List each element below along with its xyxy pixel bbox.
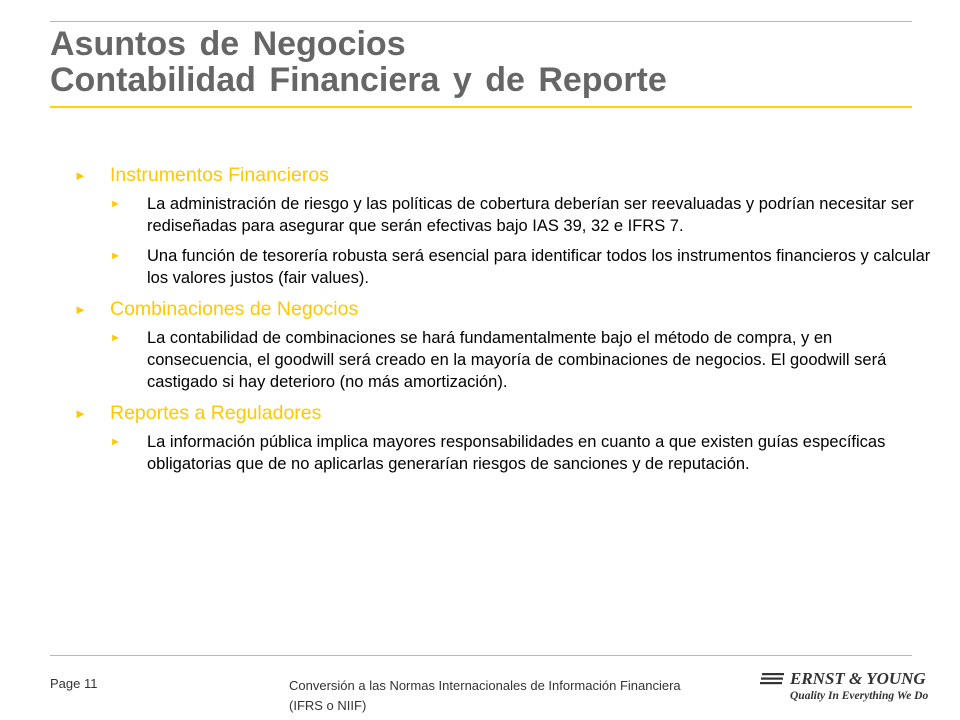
section-heading [74, 163, 944, 187]
title-line-1: Asuntos de Negocios [50, 25, 406, 63]
section-financial-instruments [74, 163, 944, 289]
section-business-combinations [74, 297, 944, 393]
company-logo [760, 669, 929, 709]
footer-divider [50, 655, 912, 656]
list-item [110, 245, 931, 289]
list-item [110, 431, 931, 475]
logo-mark-icon [760, 672, 786, 686]
section-heading [74, 401, 944, 425]
bullet-arrow-icon: ► [110, 198, 121, 210]
list-item [110, 193, 931, 237]
bullet-arrow-icon: ► [110, 250, 121, 262]
bullet-arrow-icon: ► [74, 168, 87, 183]
bullet-arrow-icon: ► [110, 332, 121, 344]
section-heading-text: Combinaciones de Negocios [110, 298, 359, 320]
section-regulatory-reporting [74, 401, 944, 475]
list-item-text: Una función de tesorería robusta será esencial para identificar todos los instrumentos financieros y calcular los valores justos (fair values). [147, 247, 931, 287]
bullet-arrow-icon: ► [110, 436, 121, 448]
list-item [110, 327, 931, 393]
slide-content [74, 163, 944, 483]
page-number: Page 11 [50, 676, 98, 691]
logo-name: ERNST & YOUNG [790, 669, 926, 688]
list-item-text: La contabilidad de combinaciones se hará fundamentalmente bajo el método de compra, y en consecuencia, el goodwill será creado en la mayoría de combinaciones de negocios. El goodwill será castigado si hay deterioro (no más amortización). [147, 329, 887, 391]
footer-description: Conversión a las Normas Internacionales de Información Financiera (IFRS o NIIF) [289, 678, 681, 713]
list-item-text: La administración de riesgo y las políticas de cobertura deberían ser reevaluadas y podrían necesitar ser rediseñadas para asegurar que serán efectivas bajo IAS 39, 32 e IFRS 7. [147, 195, 914, 235]
page-title [50, 26, 920, 98]
section-heading-text: Instrumentos Financieros [110, 164, 329, 186]
title-line-2: Contabilidad Financiera y de Reporte [50, 61, 667, 99]
section-heading-text: Reportes a Reguladores [110, 402, 322, 424]
bullet-arrow-icon: ► [74, 302, 87, 317]
top-divider [50, 21, 912, 22]
logo-tagline: Quality In Everything We Do [790, 690, 929, 702]
bullet-arrow-icon: ► [74, 406, 87, 421]
list-item-text: La información pública implica mayores responsabilidades en cuanto a que existen guías específicas obligatorias que de no aplicarlas generarían riesgos de sanciones y de reputación. [147, 433, 886, 473]
title-underline [50, 106, 912, 108]
section-heading [74, 297, 944, 321]
